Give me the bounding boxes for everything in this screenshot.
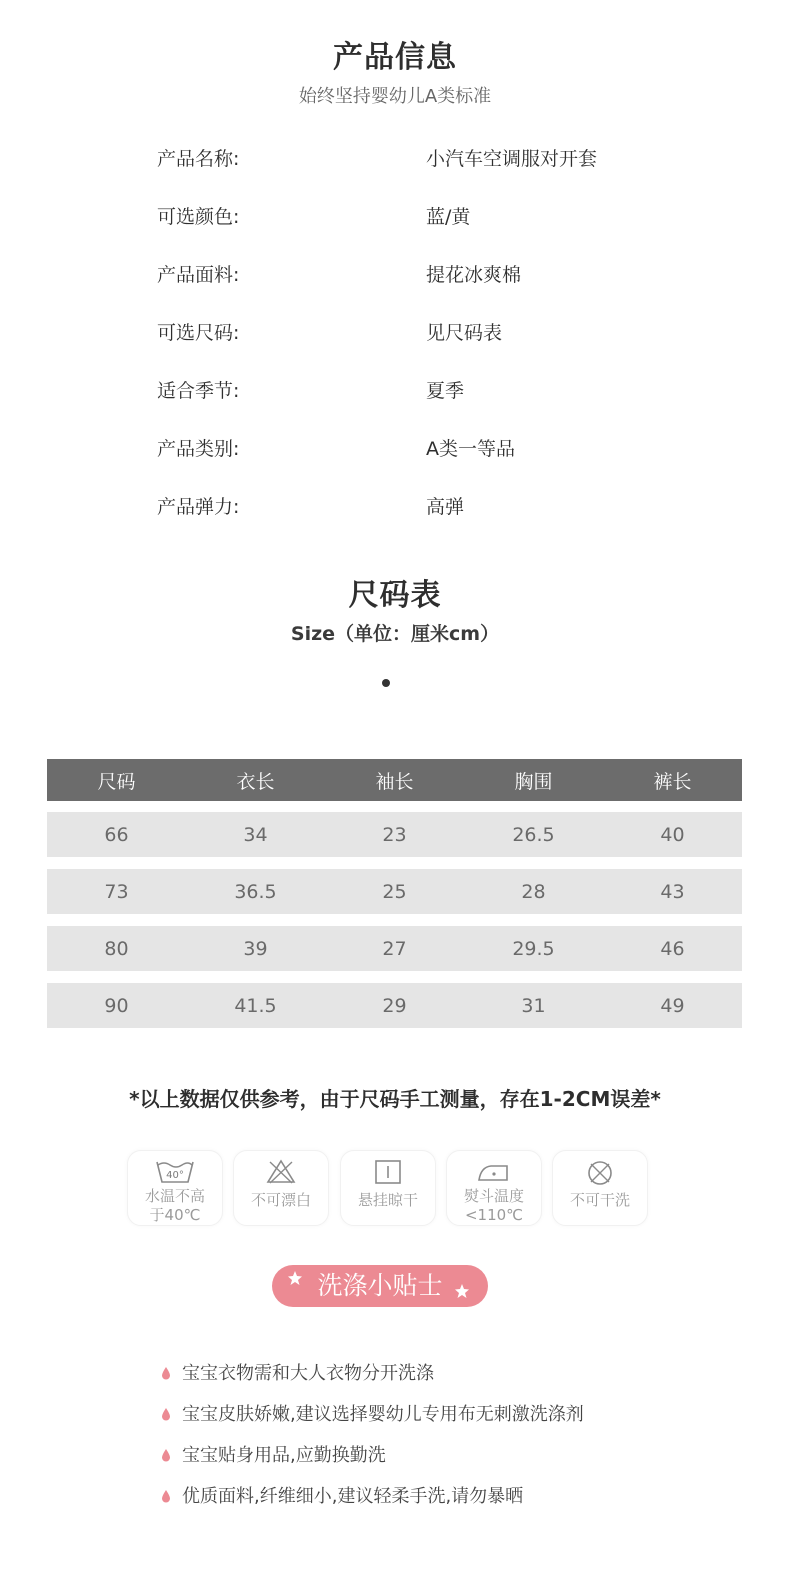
- info-key: 可选颜色:: [157, 206, 240, 228]
- info-value: 提花冰爽棉: [426, 264, 522, 286]
- info-key: 产品名称:: [157, 148, 240, 170]
- care-label: 不可干洗: [569, 1191, 630, 1209]
- star-icon: [454, 1283, 470, 1299]
- table-row: [47, 983, 742, 1028]
- table-cell: 41.5: [234, 994, 277, 1017]
- info-row-elasticity: [0, 492, 790, 522]
- table-cell: 40: [660, 823, 685, 846]
- care-card-iron: [446, 1150, 542, 1226]
- table-header-cell: 衣长: [236, 770, 275, 793]
- size-note: *以上数据仅供参考，由于尺码手工测量，存在1-2CM误差*: [129, 1087, 661, 1111]
- table-row: [47, 812, 742, 857]
- star-icon: [287, 1270, 303, 1286]
- table-header-cell: 胸围: [514, 770, 553, 793]
- table-cell: 34: [243, 823, 268, 846]
- care-label: 熨斗温度: [463, 1187, 524, 1205]
- list-item: [0, 1359, 790, 1387]
- product-info-subtitle: 始终坚持婴幼儿A类标准: [298, 86, 492, 107]
- care-label: 不可漂白: [250, 1191, 311, 1209]
- info-row-category: [0, 434, 790, 464]
- table-cell: 36.5: [234, 880, 277, 903]
- table-row: [47, 926, 742, 971]
- table-cell: 90: [104, 994, 129, 1017]
- table-cell: 80: [104, 937, 129, 960]
- info-key: 产品面料:: [157, 264, 240, 286]
- info-value: 见尺码表: [426, 322, 503, 344]
- care-label: 水温不高: [144, 1187, 205, 1205]
- table-cell: 29.5: [512, 937, 555, 960]
- no-bleach-icon: [260, 1158, 302, 1186]
- table-header-row: [47, 759, 742, 801]
- table-cell: 31: [521, 994, 546, 1017]
- product-info-title: 产品信息: [333, 40, 457, 75]
- care-label: 悬挂晾干: [357, 1191, 418, 1209]
- info-key: 可选尺码:: [157, 322, 240, 344]
- info-row-color: [0, 202, 790, 232]
- table-header-cell: 袖长: [375, 770, 414, 793]
- info-row-season: [0, 376, 790, 406]
- info-value: 夏季: [426, 380, 465, 402]
- info-row-size: [0, 318, 790, 348]
- no-dry-clean-icon: [579, 1158, 621, 1186]
- table-cell: 29: [382, 994, 407, 1017]
- table-cell: 46: [660, 937, 685, 960]
- info-key: 产品类别:: [157, 438, 240, 460]
- iron-110-icon: [473, 1158, 515, 1186]
- table-cell: 27: [382, 937, 407, 960]
- care-label: 于40℃: [149, 1206, 201, 1224]
- info-key: 适合季节:: [157, 380, 240, 402]
- droplet-icon: [161, 1448, 171, 1462]
- info-value: A类一等品: [426, 438, 515, 460]
- tip-text: 宝宝皮肤娇嫩,建议选择婴幼儿专用布无刺激洗涤剂: [182, 1404, 584, 1425]
- table-cell: 66: [104, 823, 129, 846]
- wash-temp-badge: 40°: [166, 1170, 184, 1181]
- list-item: [0, 1400, 790, 1428]
- table-header-cell: 尺码: [97, 770, 136, 793]
- table-cell: 39: [243, 937, 268, 960]
- table-cell: 23: [382, 823, 407, 846]
- info-row-name: [0, 144, 790, 174]
- table-cell: 26.5: [512, 823, 555, 846]
- table-header-cell: 裤长: [653, 770, 692, 793]
- droplet-icon: [161, 1407, 171, 1421]
- divider-dot: [382, 679, 390, 687]
- care-card-hang: [340, 1150, 436, 1226]
- info-row-fabric: [0, 260, 790, 290]
- table-cell: 43: [660, 880, 685, 903]
- info-value: 小汽车空调服对开套: [426, 148, 598, 170]
- info-value: 蓝/黄: [426, 206, 471, 228]
- droplet-icon: [161, 1489, 171, 1503]
- info-value: 高弹: [426, 496, 465, 518]
- wash-40-icon: [154, 1158, 196, 1186]
- hang-dry-icon: [367, 1158, 409, 1186]
- info-key: 产品弹力:: [157, 496, 240, 518]
- care-card-dryclean: [552, 1150, 648, 1226]
- table-row: [47, 869, 742, 914]
- table-cell: 73: [104, 880, 129, 903]
- tip-text: 宝宝衣物需和大人衣物分开洗涤: [182, 1363, 434, 1384]
- table-cell: 49: [660, 994, 685, 1017]
- care-card-bleach: [233, 1150, 329, 1226]
- care-label: <110℃: [464, 1206, 524, 1224]
- wash-tips-title: 洗涤小贴士: [317, 1271, 443, 1300]
- list-item: [0, 1482, 790, 1510]
- size-chart-title: 尺码表: [348, 578, 442, 613]
- table-cell: 28: [521, 880, 546, 903]
- size-chart-subtitle: Size（单位：厘米cm）: [290, 623, 500, 645]
- care-card-wash: [127, 1150, 223, 1226]
- wash-tips-badge: [272, 1265, 488, 1307]
- tip-text: 优质面料,纤维细小,建议轻柔手洗,请勿暴晒: [182, 1486, 524, 1507]
- tip-text: 宝宝贴身用品,应勤换勤洗: [182, 1445, 386, 1466]
- table-cell: 25: [382, 880, 407, 903]
- list-item: [0, 1441, 790, 1469]
- droplet-icon: [161, 1366, 171, 1380]
